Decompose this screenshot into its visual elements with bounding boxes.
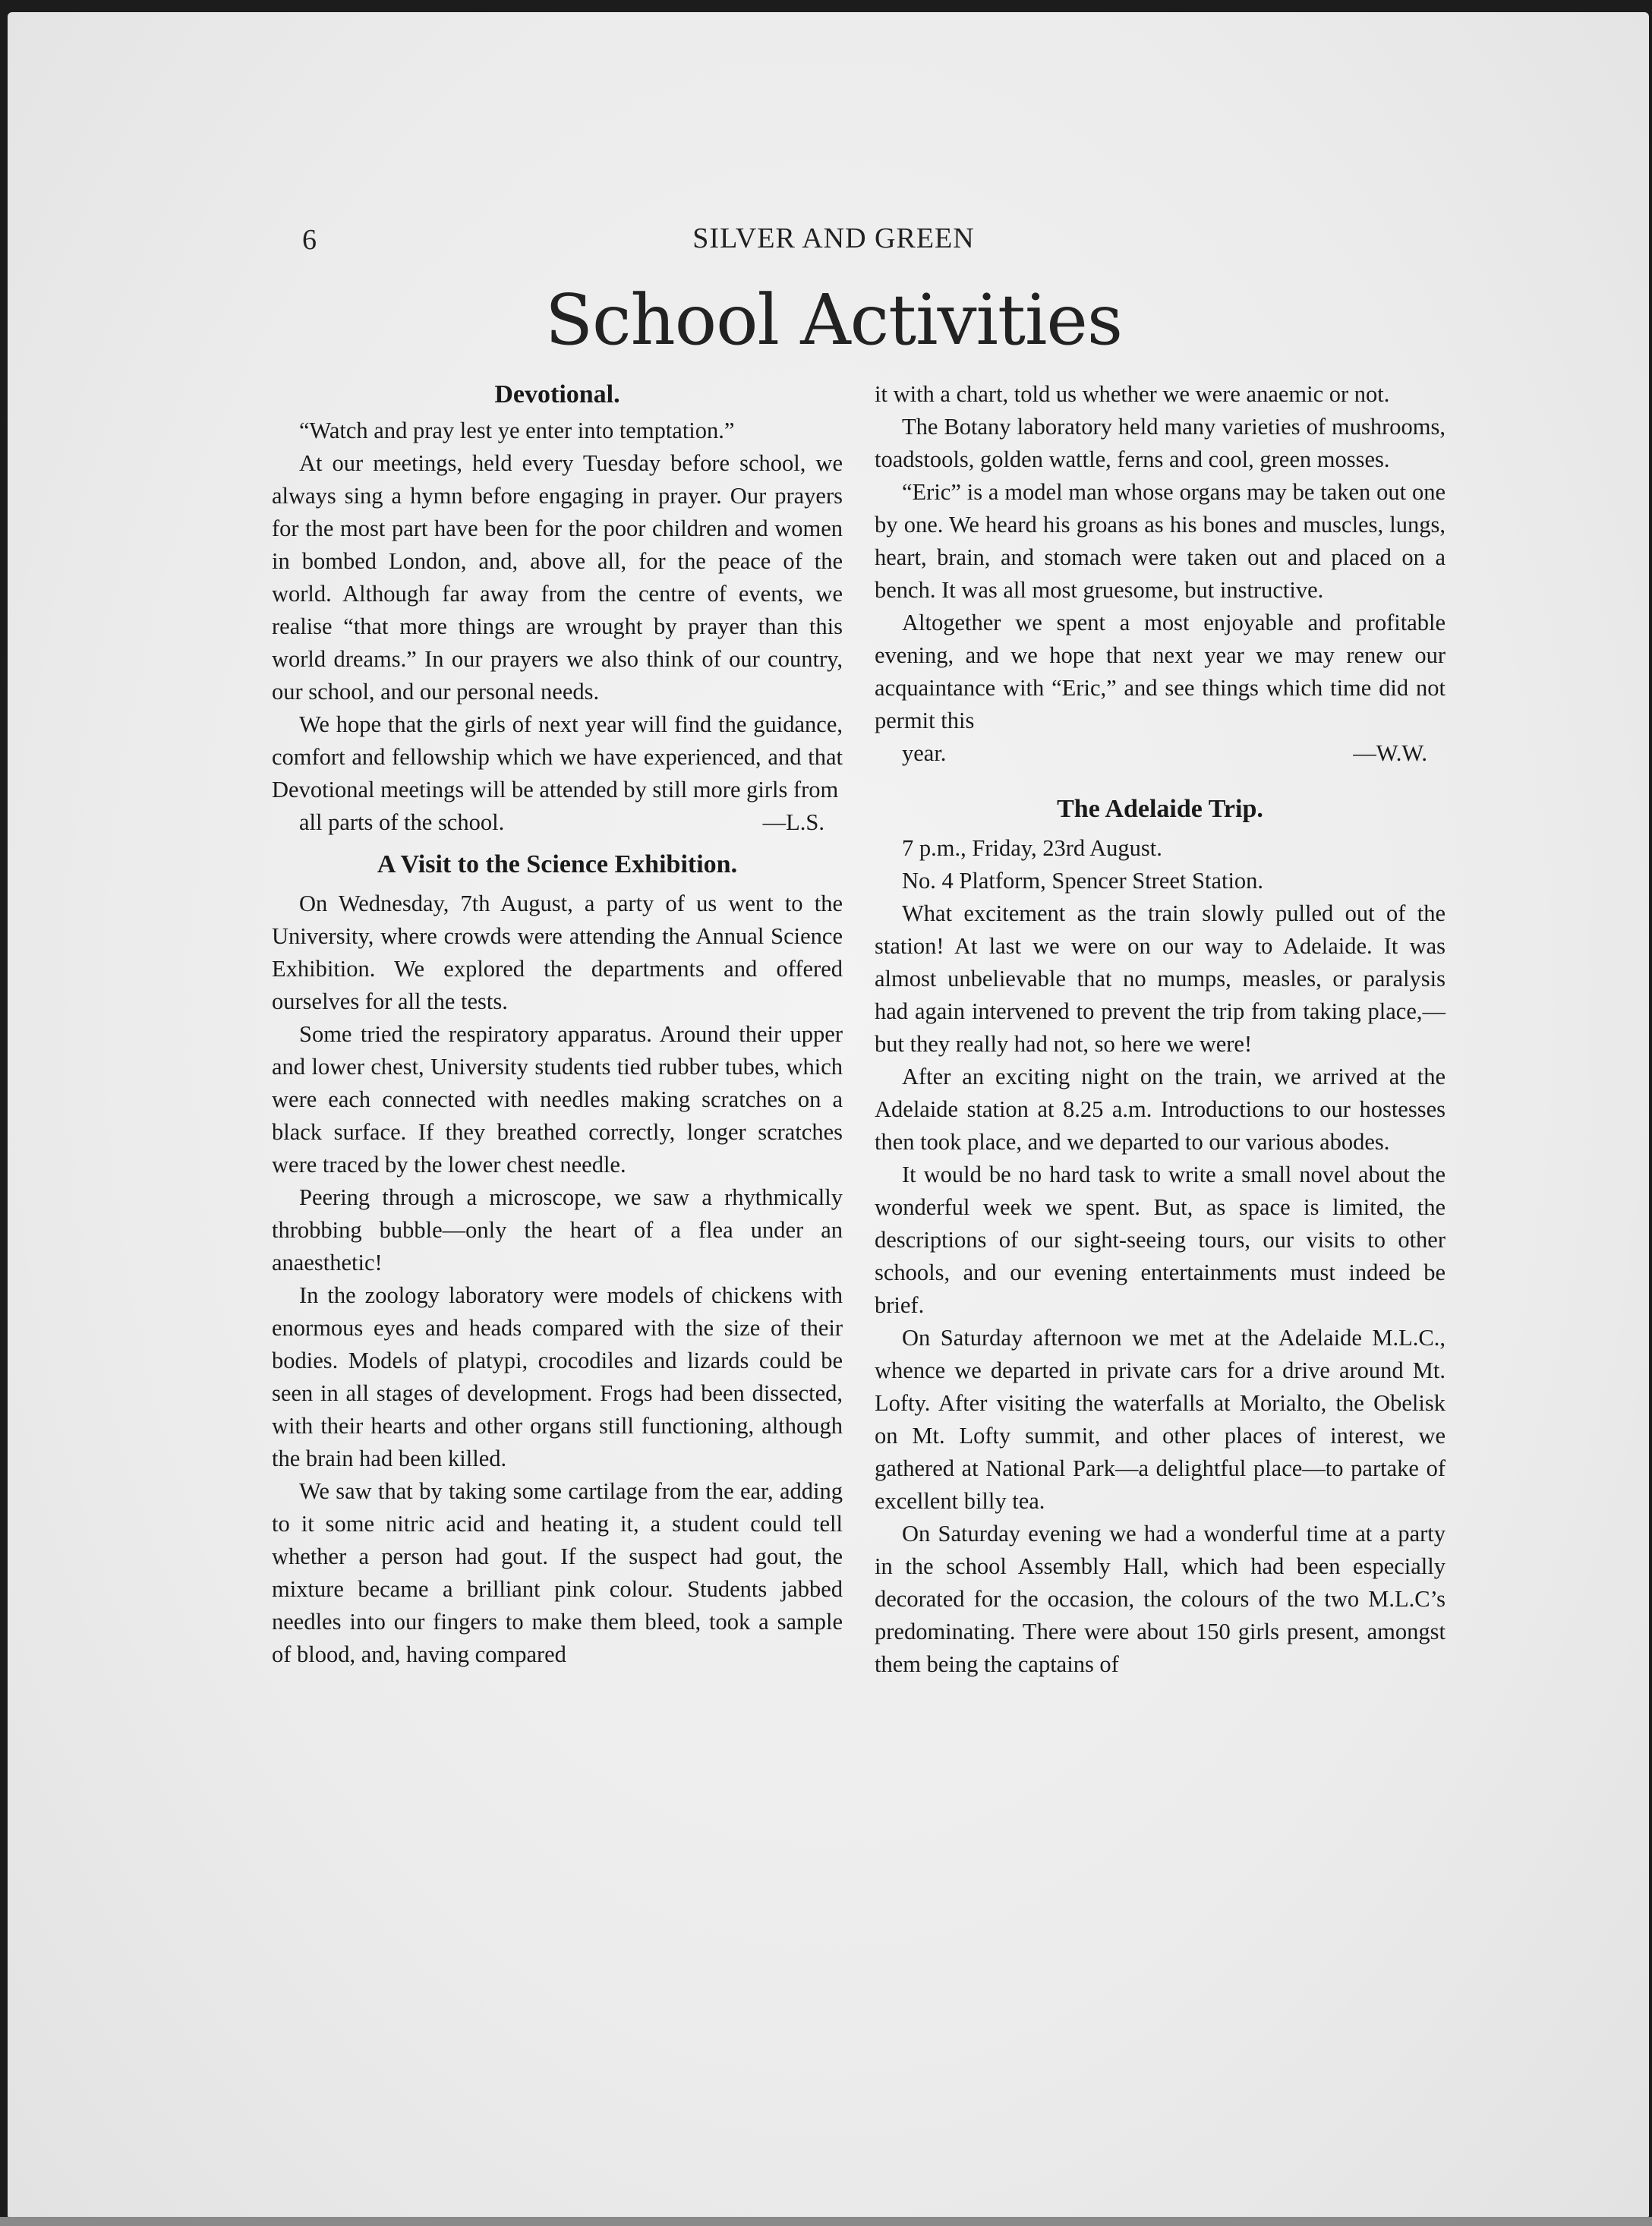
scan-edge [0, 2217, 1652, 2226]
paragraph-end: year. [902, 740, 947, 766]
paragraph: After an exciting night on the train, we arrived at the Adelaide station at 8.25 a.m. Introductions to our hostesses then took place, and we departed to our various abodes. [875, 1064, 1446, 1155]
right-column [875, 378, 1446, 1681]
paragraph: At our meetings, held every Tuesday before school, we always sing a hymn before engaging in prayer. Our prayers for the most part have been for the poor children and women in bombed London, and, above all, for the peace of the world. Although far away from the centre of events, we realise “that more things are wrought by prayer than this world dreams.” In our prayers we also think of our country, our school, and our personal needs. [272, 450, 843, 705]
paragraph: The Botany laboratory held many varieties of mushrooms, toadstools, golden wattle, ferns and cool, green mosses. [875, 414, 1446, 472]
author-signature: —L.S. [762, 809, 824, 835]
paragraph: Some tried the respiratory apparatus. Around their upper and lower chest, University students tied rubber tubes, which were each connected with needles making scratches on a black surface. If they breathed correctly, longer scratches were traced by the lower chest needle. [272, 1021, 843, 1178]
paragraph: “Eric” is a model man whose organs may be taken out one by one. We heard his groans as his bones and muscles, lungs, heart, brain, and stomach were taken out and placed on a bench. It was all most gruesome, but instructive. [875, 479, 1446, 603]
paragraph: On Saturday evening we had a wonderful time at a party in the school Assembly Hall, which had been especially decorated for the occasion, the colours of the two M.L.C’s predominating. There were about 150 girls present, amongst them being the captains of [875, 1521, 1446, 1677]
section-heading: Devotional. [494, 380, 620, 408]
paragraph: Altogether we spent a most enjoyable and profitable evening, and we hope that next year we may renew our acquaintance with “Eric,” and see things which time did not permit this [875, 610, 1446, 733]
running-head: SILVER AND GREEN [692, 222, 975, 254]
signature-line [875, 737, 1446, 770]
page-title: School Activities [544, 279, 1123, 361]
scanned-page [8, 12, 1649, 2218]
section-heading: The Adelaide Trip. [1057, 795, 1263, 823]
paragraph: It would be no hard task to write a small novel about the wonderful week we spent. But, as space is limited, the descriptions of our sight-seeing tours, our visits to other schools, and our evening entertainments must indeed be brief. [875, 1162, 1446, 1318]
paragraph: On Wednesday, 7th August, a party of us went to the University, where crowds were attending the Annual Science Exhibition. We explored the departments and offered ourselves for all the tests. [272, 891, 843, 1014]
paragraph: “Watch and pray lest ye enter into temptation.” [299, 418, 735, 443]
paragraph: Peering through a microscope, we saw a rhythmically throbbing bubble—only the heart of a flea under an anaesthetic! [272, 1184, 843, 1275]
paragraph: In the zoology laboratory were models of chickens with enormous eyes and heads compared with the size of their bodies. Models of platypi, crocodiles and lizards could be seen in all stages of development. Frogs had been dissected, with their hearts and other organs still functioning, although the brain had been killed. [272, 1282, 843, 1471]
section-heading: A Visit to the Science Exhibition. [377, 850, 738, 878]
article-devotional [272, 375, 843, 839]
paragraph-end: all parts of the school. [299, 809, 505, 835]
article-science-exhibition [272, 845, 843, 1671]
article-adelaide-trip [875, 790, 1446, 1681]
paragraph: it with a chart, told us whether we were anaemic or not. [875, 381, 1390, 407]
article-science-exhibition-continued [875, 378, 1446, 770]
left-column [272, 375, 843, 1671]
departure-platform: No. 4 Platform, Spencer Street Station. [902, 868, 1264, 894]
departure-time: 7 p.m., Friday, 23rd August. [902, 835, 1162, 861]
author-signature: —W.W. [1353, 740, 1427, 766]
paragraph: We hope that the girls of next year will find the guidance, comfort and fellowship which we have experienced, and that Devotional meetings will be attended by still more girls from [272, 711, 843, 802]
paragraph: On Saturday afternoon we met at the Adelaide M.L.C., whence we departed in private cars for a drive around Mt. Lofty. After visiting the waterfalls at Morialto, the Obelisk on Mt. Lofty summit, and other places of interest, we gathered at National Park—a delightful place—to partake of excellent billy tea. [875, 1325, 1446, 1514]
paragraph: We saw that by taking some cartilage from the ear, adding to it some nitric acid and heating it, a student could tell whether a person had gout. If the suspect had gout, the mixture became a brilliant pink colour. Students jabbed needles into our fingers to make them bleed, took a sample of blood, and, having compared [272, 1478, 843, 1667]
signature-line [272, 806, 843, 839]
paragraph: What excitement as the train slowly pulled out of the station! At last we were on our way to Adelaide. It was almost unbelievable that no mumps, measles, or paralysis had again intervened to prevent the trip from taking place,—but they really had not, so here we were! [875, 900, 1446, 1057]
page-number: 6 [302, 224, 317, 256]
